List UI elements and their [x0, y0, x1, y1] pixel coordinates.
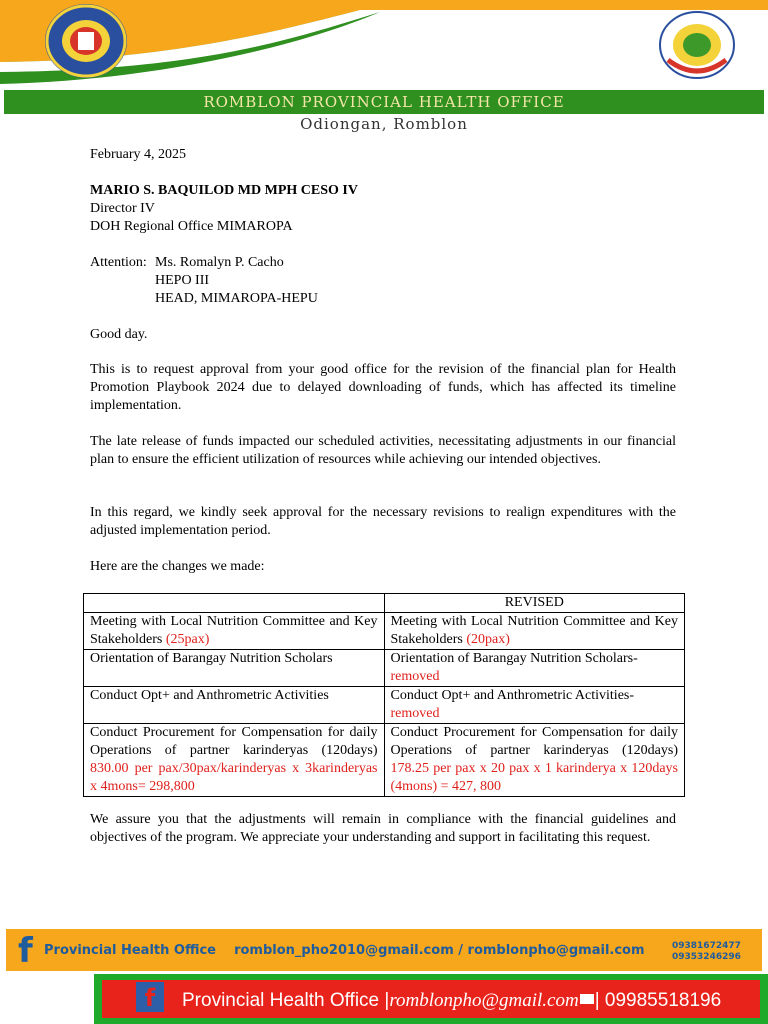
footer-phone-1: 09381672477	[672, 941, 741, 951]
office-title: ROMBLON PROVINCIAL HEALTH OFFICE	[203, 93, 565, 111]
attention-name: Ms. Romalyn P. Cacho	[155, 255, 284, 270]
recipient-position: Director IV	[90, 201, 155, 216]
footer-email: romblonpho@gmail.com	[389, 990, 579, 1011]
footer-phones	[672, 941, 741, 963]
table-cell-original: Conduct Procurement for Compensation for daily Operations of partner karinderyas (120days) 830.00 per pax/30pax/karinderyas x 3karinderyas x 4mons= 298,800	[84, 724, 385, 797]
greeting: Good day.	[90, 327, 148, 342]
provincial-health-office-seal	[45, 4, 127, 78]
table-cell-revised: Orientation of Barangay Nutrition Scholars- removed	[384, 650, 685, 687]
footer-contact-line: Provincial Health Office romblon_pho2010@gmail.com / romblonpho@gmail.com	[44, 943, 645, 958]
table-header-row	[84, 594, 685, 613]
table-cell-revised: Conduct Opt+ and Anthrometric Activities- removed	[384, 687, 685, 724]
office-location: Odiongan, Romblon	[300, 115, 468, 133]
province-of-romblon-seal	[658, 10, 736, 80]
facebook-icon: f	[18, 931, 33, 971]
footer-second-line	[182, 990, 721, 1012]
table-header-revised: REVISED	[384, 594, 685, 613]
left-seal-icon	[45, 4, 127, 78]
table-header-original	[84, 594, 385, 613]
facebook-box-icon: f	[136, 982, 164, 1012]
footer-phone: | 09985518196	[594, 990, 722, 1011]
footer-office-label: Provincial Health Office |	[182, 990, 390, 1011]
table-row	[84, 650, 685, 687]
attention-label: Attention:	[90, 255, 147, 270]
table-row	[84, 687, 685, 724]
closing-paragraph: We assure you that the adjustments will remain in compliance with the financial guidelines and objectives of the program. We appreciate your understanding and support in facilitating this request.	[90, 812, 676, 845]
paragraph-late-release: The late release of funds impacted our scheduled activities, necessitating adjustments in our financial plan to ensure the efficient utilization of resources while achieving our intended objectives.	[90, 434, 676, 467]
table-cell-revised: Meeting with Local Nutrition Committee and Key Stakeholders (20pax)	[384, 613, 685, 650]
recipient-office: DOH Regional Office MIMAROPA	[90, 219, 293, 234]
table-cell-revised: Conduct Procurement for Compensation for daily Operations of partner karinderyas (120days) 178.25 per pax x 20 pax x 1 karinderya x 120days (4mons) = 427, 800	[384, 724, 685, 797]
table-cell-original: Orientation of Barangay Nutrition Scholars	[84, 650, 385, 687]
table-cell-original: Conduct Opt+ and Anthrometric Activities	[84, 687, 385, 724]
paragraph-changes-intro: Here are the changes we made:	[90, 559, 265, 574]
paragraph-approval: In this regard, we kindly seek approval for the necessary revisions to realign expenditures with the adjusted implementation period.	[90, 505, 676, 538]
letter-date: February 4, 2025	[90, 147, 187, 162]
attention-unit: HEAD, MIMAROPA-HEPU	[155, 291, 318, 306]
table-cell-original: Meeting with Local Nutrition Committee and Key Stakeholders (25pax)	[84, 613, 385, 650]
paragraph-request: This is to request approval from your good office for the revision of the financial plan for Health Promotion Playbook 2024 due to delayed downloading of funds, which has affected its timeline implementation.	[90, 362, 676, 413]
recipient-name: MARIO S. BAQUILOD MD MPH CESO IV	[90, 183, 358, 198]
financial-plan-table	[83, 593, 685, 797]
right-seal-icon	[658, 10, 736, 80]
table-row	[84, 613, 685, 650]
envelope-icon	[580, 994, 594, 1004]
footer-phone-2: 09353246296	[672, 952, 741, 962]
attention-position: HEPO III	[155, 273, 210, 288]
table-row	[84, 724, 685, 797]
